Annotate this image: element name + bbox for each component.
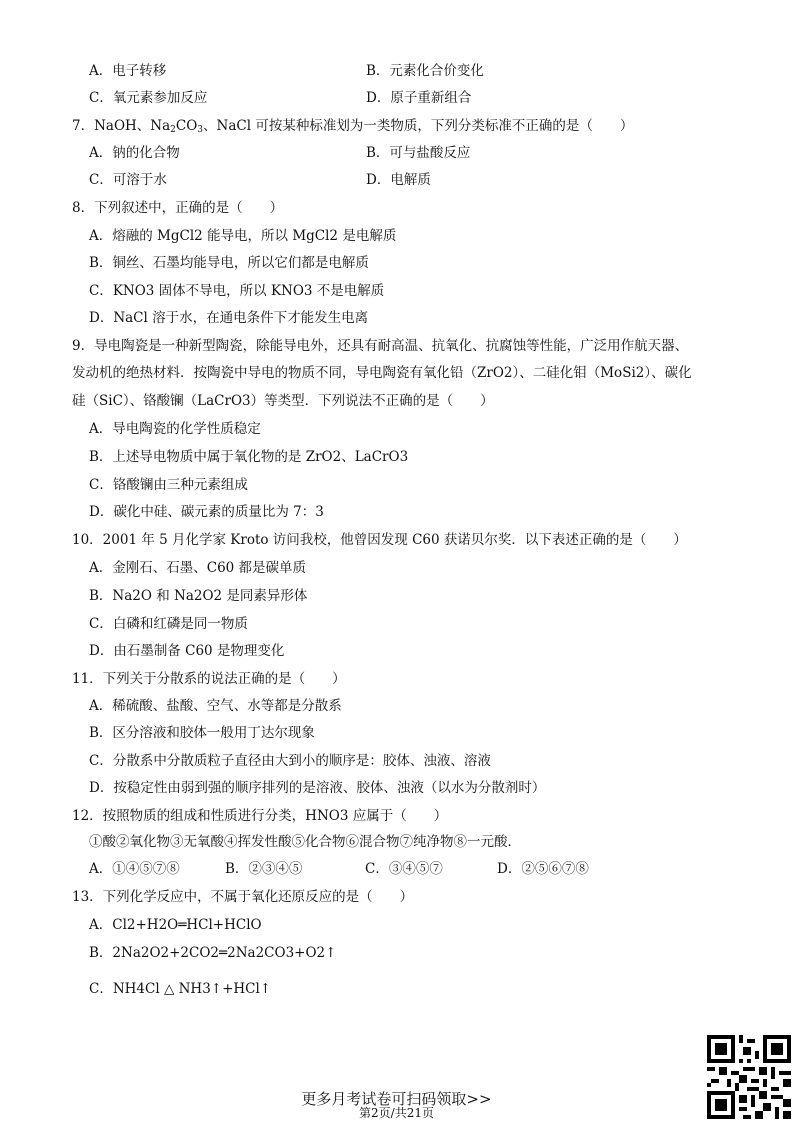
q13-option-c: C．NH4Cl △ NH3↑+HCl↑ [89, 981, 272, 997]
q12-choice-list: ①酸②氧化物③无氧酸④挥发性酸⑤化合物⑥混合物⑦纯净物⑧一元酸． [89, 834, 521, 850]
promo-link[interactable]: 更多月考试卷可扫码领取>> [301, 1090, 492, 1108]
q6-option-d: D．原子重新组合 [366, 90, 472, 106]
q8-option-c: C．KNO3 固体不导电，所以 KNO3 不是电解质 [89, 283, 385, 299]
q13-option-a: A．Cl2+H2O═HCl+HClO [89, 917, 262, 933]
q7-option-d: D．电解质 [366, 172, 431, 188]
q9-option-d: D．碳化中硅、碳元素的质量比为 7：3 [89, 504, 324, 520]
q9-line-1: 9．导电陶瓷是一种新型陶瓷，除能导电外，还具有耐高温、抗氧化、抗腐蚀等性能，广泛用作航天器、 [72, 338, 689, 354]
q12-option-a: A．①④⑤⑦⑧ [89, 861, 180, 877]
q12-option-c: C．③④⑤⑦ [365, 861, 443, 877]
q12-option-b: B．②③④⑤ [225, 861, 303, 877]
q13-option-b: B．2Na2O2+2CO2═2Na2CO3+O2↑ [89, 945, 337, 961]
q8-option-a: A．熔融的 MgCl2 能导电，所以 MgCl2 是电解质 [89, 228, 397, 244]
q6-option-c: C．氧元素参加反应 [89, 90, 208, 106]
q12-option-d: D．②⑤⑥⑦⑧ [497, 861, 589, 877]
q10-option-d: D．由石墨制备 C60 是物理变化 [89, 643, 285, 659]
q10-option-c: C．白磷和红磷是同一物质 [89, 616, 248, 632]
q9-line-2: 发动机的绝热材料．按陶瓷中导电的物质不同，导电陶瓷有氧化铅（ZrO2）、二硅化钼（MoSi2）、碳化 [72, 365, 692, 381]
q7-option-b: B．可与盐酸反应 [366, 145, 471, 161]
q9-line-3: 硅（SiC）、铬酸镧（LaCrO3）等类型．下列说法不正确的是（ ） [72, 393, 494, 409]
q8-stem: 8．下列叙述中，正确的是（ ） [72, 200, 284, 216]
q11-option-c: C．分散系中分散质粒子直径由大到小的顺序是：胶体、浊液、溶液 [89, 753, 491, 769]
q6-option-a: A．电子转移 [89, 63, 167, 79]
q13-stem: 13．下列化学反应中，不属于氧化还原反应的是（ ） [72, 889, 414, 905]
q11-option-d: D．按稳定性由弱到强的顺序排列的是溶液、胶体、浊液（以水为分散剂时） [89, 780, 546, 796]
q9-option-b: B．上述导电物质中属于氧化物的是 ZrO2、LaCrO3 [89, 449, 409, 465]
q9-option-c: C．铬酸镧由三种元素组成 [89, 477, 248, 493]
q6-option-b: B．元素化合价变化 [366, 63, 484, 79]
q11-stem: 11．下列关于分散系的说法正确的是（ ） [72, 671, 346, 687]
q7-option-c: C．可溶于水 [89, 172, 167, 188]
q11-option-a: A．稀硫酸、盐酸、空气、水等都是分散系 [89, 698, 342, 714]
q9-option-a: A．导电陶瓷的化学性质稳定 [89, 421, 261, 437]
q7-option-a: A．钠的化合物 [89, 145, 180, 161]
q12-stem: 12．按照物质的组成和性质进行分类，HNO3 应属于（ ） [72, 808, 448, 824]
q8-option-b: B．铜丝、石墨均能导电，所以它们都是电解质 [89, 255, 369, 271]
page-number: 第2页/共21页 [359, 1106, 434, 1120]
q7-stem: 7．NaOH、$Na_2CO_3$、NaCl 可按某种标准划为一类物质，下列分类标准不正确的是（ ） [72, 118, 634, 135]
q10-option-b: B．Na2O 和 Na2O2 是同素异形体 [89, 588, 308, 604]
q8-option-d: D．NaCl 溶于水，在通电条件下才能发生电离 [89, 310, 369, 326]
q10-option-a: A．金刚石、石墨、C60 都是碳单质 [89, 560, 307, 576]
q11-option-b: B．区分溶液和胶体一般用丁达尔现象 [89, 725, 315, 741]
q10-stem: 10．2001 年 5 月化学家 Kroto 访问我校，他曾因发现 C60 获诺贝尔奖．以下表述正确的是（ ） [72, 532, 687, 548]
